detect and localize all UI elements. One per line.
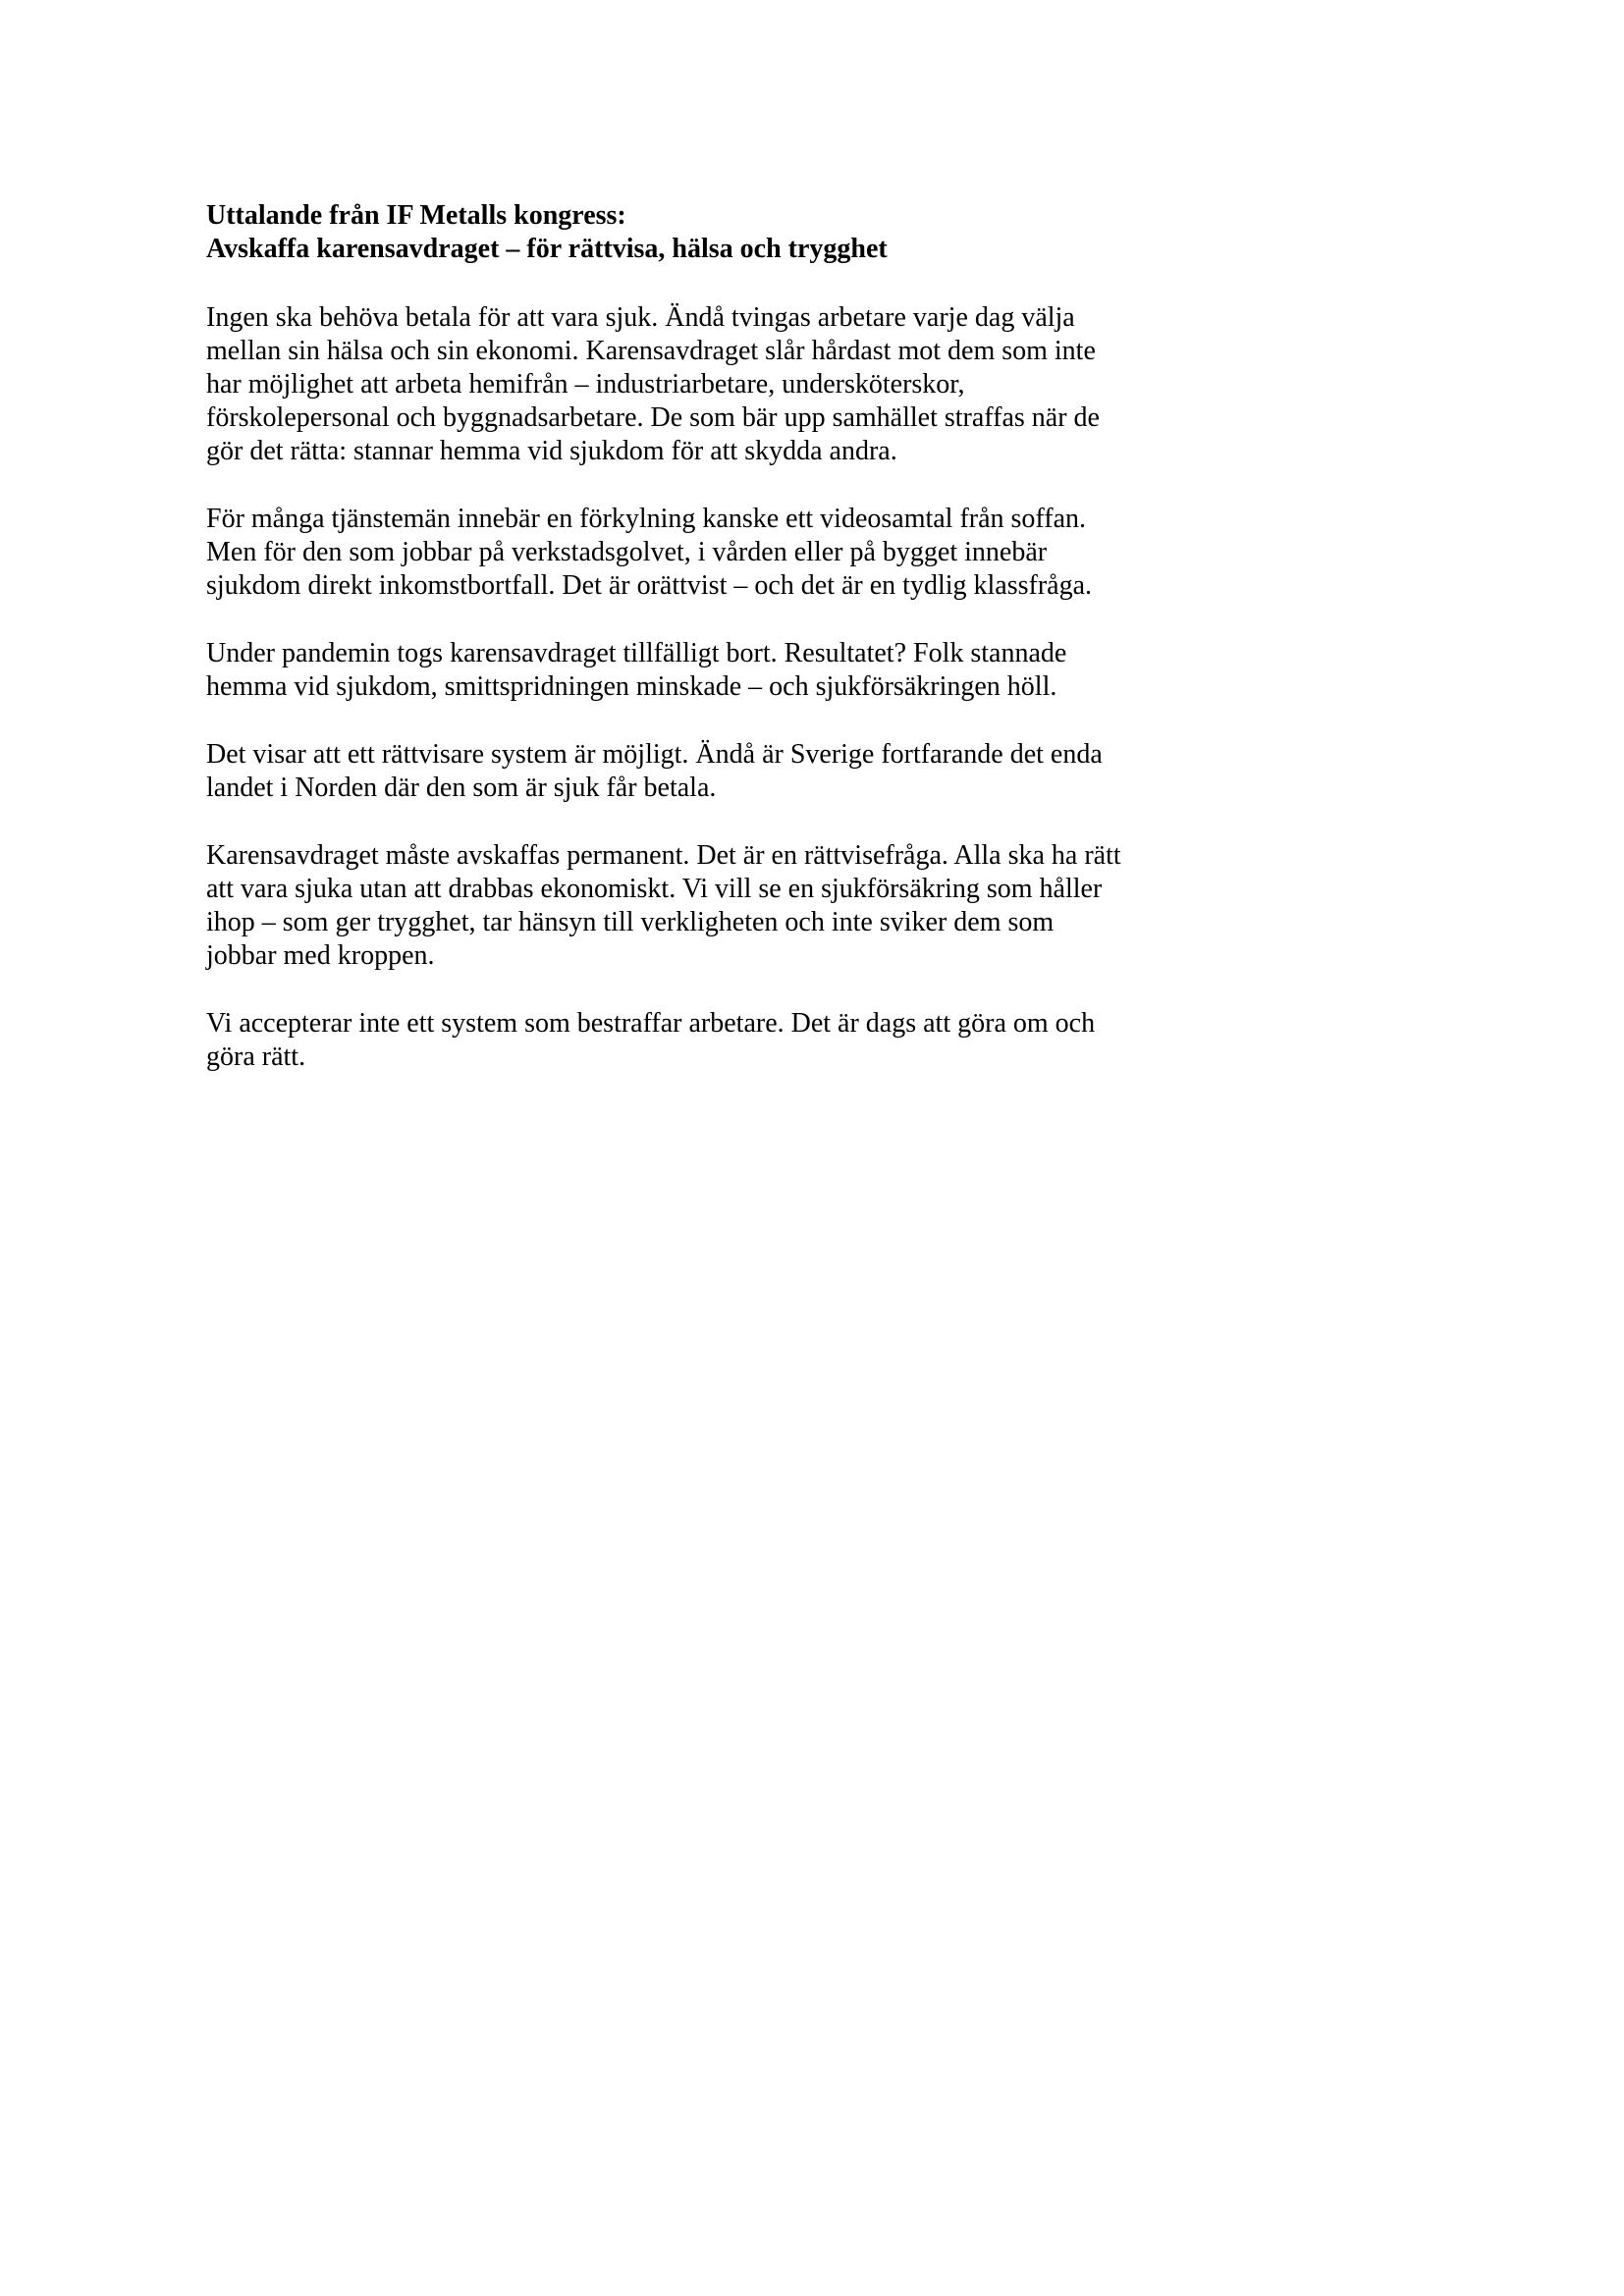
- document-paragraph: Under pandemin togs karensavdraget tillfälligt bort. Resultatet? Folk stannade hemma vid sjukdom, smittspridningen minskade – och sjukförsäkringen höll.: [206, 638, 1067, 702]
- document-paragraph: För många tjänstemän innebär en förkylning kanske ett videosamtal från soffan. Men för den som jobbar på verkstadsgolvet, i vården eller på bygget innebär sjukdom direkt inkomstbortfall. Det är orättvist – och det är en tydlig klassfråga.: [206, 504, 1093, 601]
- document-paragraph: Ingen ska behöva betala för att vara sjuk. Ändå tvingas arbetare varje dag välja mellan sin hälsa och sin ekonomi. Karensavdraget slår hårdast mot dem som inte har möjlighet att arbeta hemifrån – industriarbetare, undersköterskor, förskolepersonal och byggnadsarbetare. De som bär upp samhället straffas när de gör det rätta: stannar hemma vid sjukdom för att skydda andra.: [206, 302, 1100, 466]
- document-heading: Uttalande från IF Metalls kongress: Avskaffa karensavdraget – för rättvisa, hälsa och trygghet: [206, 200, 888, 264]
- document-paragraph: Det visar att ett rättvisare system är möjligt. Ändå är Sverige fortfarande det enda landet i Norden där den som är sjuk får betala.: [206, 739, 1103, 803]
- document-paragraph: Karensavdraget måste avskaffas permanent. Det är en rättvisefråga. Alla ska ha rätt att vara sjuka utan att drabbas ekonomiskt. Vi vill se en sjukförsäkring som håller ihop – som ger trygghet, tar hänsyn till verkligheten och inte sviker dem som jobbar med kroppen.: [206, 840, 1121, 971]
- document-paragraph: Vi accepterar inte ett system som bestraffar arbetare. Det är dags att göra om och göra rätt.: [206, 1008, 1096, 1072]
